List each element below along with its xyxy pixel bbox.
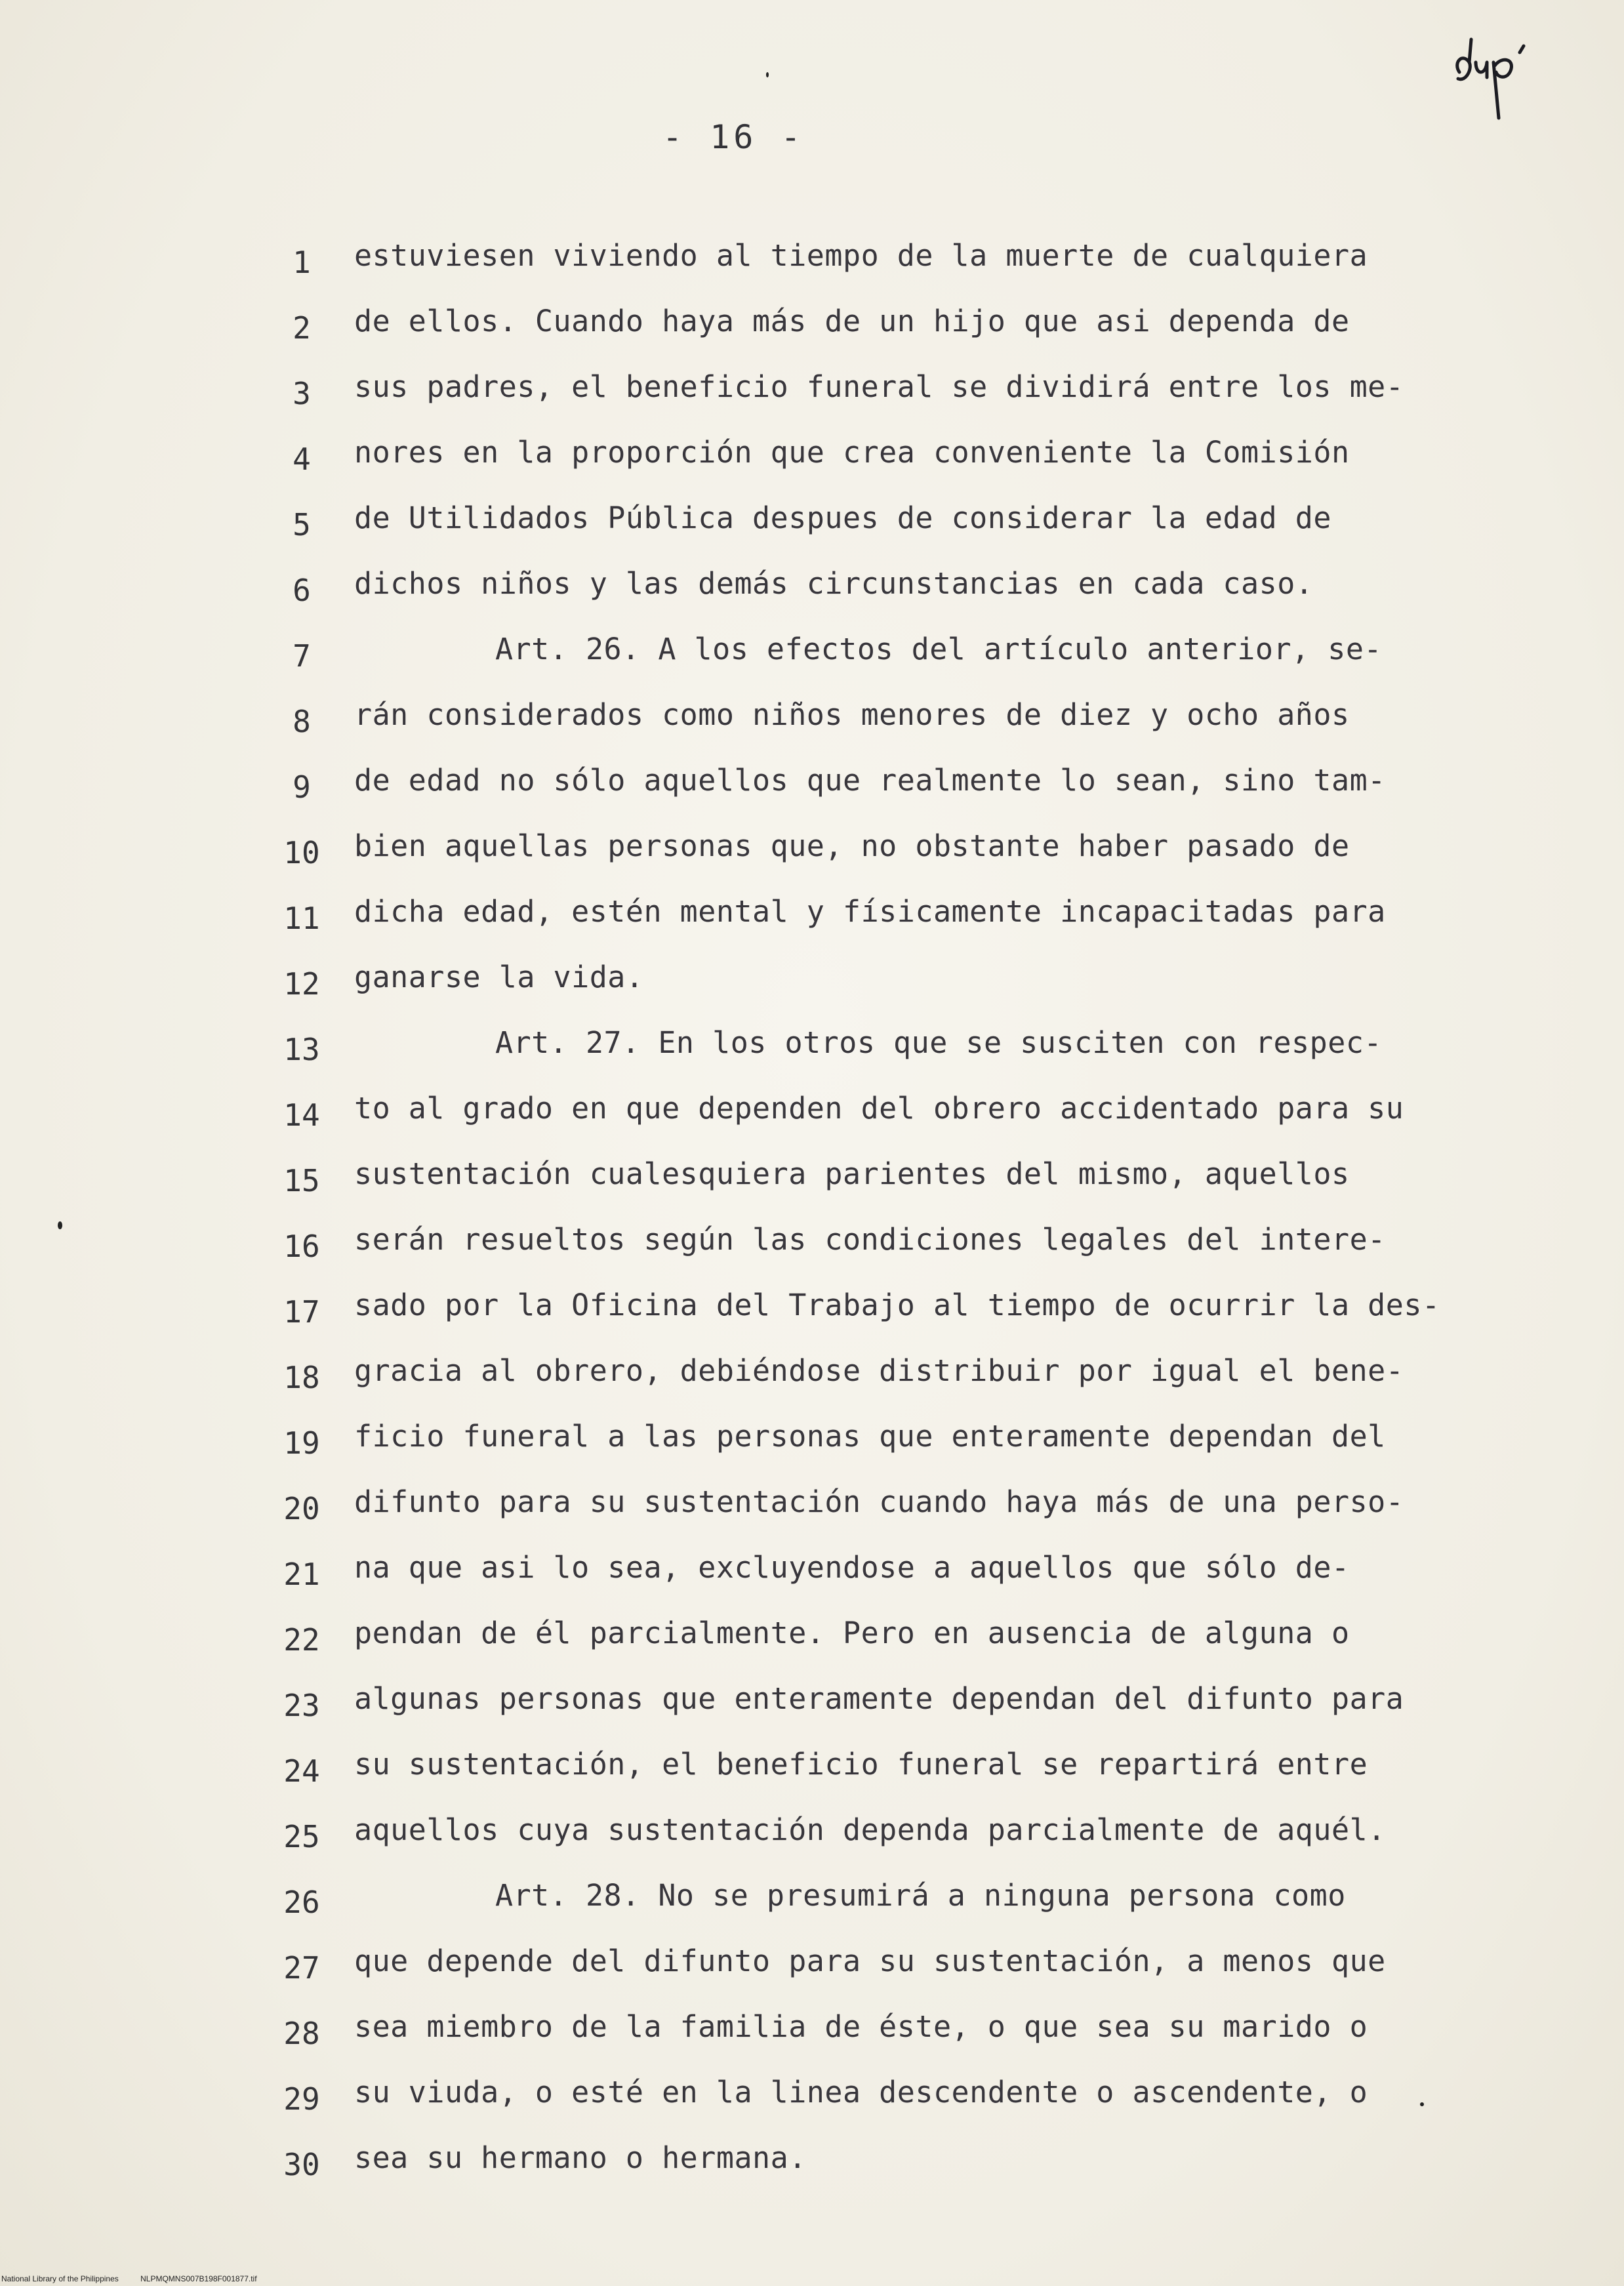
text-line: sea miembro de la familia de éste, o que sea su marido o [354, 2009, 1368, 2044]
text-line: que depende del difunto para su sustentación, a menos que [354, 1944, 1386, 1978]
text-line: gracia al obrero, debiéndose distribuir por igual el bene- [354, 1353, 1404, 1388]
line-number: 7 [293, 638, 311, 674]
footer-file-id: NLPMQMNS007B198F001877.tif [140, 2274, 257, 2283]
text-line: ganarse la vida. [354, 960, 644, 994]
footer-library: National Library of the Philippines [1, 2274, 119, 2283]
paper-speck [766, 72, 769, 77]
line-number: 20 [283, 1491, 320, 1526]
line-number: 16 [283, 1229, 320, 1264]
text-line: su viuda, o esté en la linea descendente o ascendente, o [354, 2075, 1368, 2110]
line-number: 2 [293, 310, 311, 346]
text-line: su sustentación, el beneficio funeral se repartirá entre [354, 1747, 1368, 1782]
page-number: - 16 - [662, 118, 805, 156]
line-number-column [262, 243, 341, 2211]
scan-footer [1, 2274, 277, 2283]
line-number: 28 [283, 2016, 320, 2051]
text-line: sus padres, el beneficio funeral se dividirá entre los me- [354, 369, 1404, 404]
text-line: serán resueltos según las condiciones legales del intere- [354, 1222, 1386, 1257]
line-number: 22 [283, 1622, 320, 1658]
line-number: 25 [283, 1819, 320, 1854]
line-number: 6 [293, 573, 311, 608]
text-line: pendan de él parcialmente. Pero en ausencia de alguna o [354, 1616, 1350, 1650]
line-number: 19 [283, 1425, 320, 1461]
article-26-heading-line: Art. 26. A los efectos del artículo anterior, se- [495, 632, 1383, 666]
line-number: 1 [293, 245, 311, 280]
line-number: 14 [283, 1097, 320, 1133]
text-line: nores en la proporción que crea conveniente la Comisión [354, 435, 1350, 470]
paper-speck [58, 1221, 62, 1229]
line-number: 5 [293, 507, 311, 542]
line-number: 8 [293, 704, 311, 739]
text-line: difunto para su sustentación cuando haya más de una perso- [354, 1484, 1404, 1519]
text-line: na que asi lo sea, excluyendose a aquellos que sólo de- [354, 1550, 1350, 1585]
line-number: 29 [283, 2081, 320, 2117]
line-number: 12 [283, 966, 320, 1002]
text-line: algunas personas que enteramente dependan del difunto para [354, 1681, 1404, 1716]
line-number: 4 [293, 441, 311, 477]
line-number: 24 [283, 1753, 320, 1789]
text-line: de Utilidados Pública despues de considerar la edad de [354, 500, 1331, 535]
text-line: dicha edad, estén mental y físicamente incapacitadas para [354, 894, 1386, 929]
typed-text-body [354, 236, 1440, 2204]
line-number: 17 [283, 1294, 320, 1330]
line-number: 11 [283, 901, 320, 936]
text-line: sado por la Oficina del Trabajo al tiempo de ocurrir la des- [354, 1288, 1440, 1322]
line-number: 30 [283, 2147, 320, 2182]
text-line: aquellos cuya sustentación dependa parcialmente de aquél. [354, 1812, 1386, 1847]
line-number: 23 [283, 1688, 320, 1723]
handwritten-annotation [1446, 26, 1545, 125]
text-line: ficio funeral a las personas que enteramente dependan del [354, 1419, 1386, 1454]
text-line: estuviesen viviendo al tiempo de la muerte de cualquiera [354, 238, 1368, 273]
line-number: 3 [293, 376, 311, 411]
line-number: 18 [283, 1360, 320, 1395]
article-27-heading-line: Art. 27. En los otros que se susciten con respec- [495, 1025, 1383, 1060]
text-line: de ellos. Cuando haya más de un hijo que asi dependa de [354, 304, 1350, 338]
text-line: sustentación cualesquiera parientes del mismo, aquellos [354, 1156, 1350, 1191]
text-line: sea su hermano o hermana. [354, 2140, 807, 2175]
line-number: 10 [283, 835, 320, 870]
text-line: bien aquellas personas que, no obstante haber pasado de [354, 828, 1350, 863]
line-number: 21 [283, 1557, 320, 1592]
line-number: 13 [283, 1032, 320, 1067]
line-number: 26 [283, 1885, 320, 1920]
line-number: 27 [283, 1950, 320, 1986]
text-line: to al grado en que dependen del obrero accidentado para su [354, 1091, 1404, 1126]
line-number: 9 [293, 769, 311, 805]
text-line: dichos niños y las demás circunstancias en cada caso. [354, 566, 1314, 601]
text-line: de edad no sólo aquellos que realmente lo sean, sino tam- [354, 763, 1386, 798]
text-line: rán considerados como niños menores de diez y ocho años [354, 697, 1350, 732]
line-number: 15 [283, 1163, 320, 1198]
article-28-heading-line: Art. 28. No se presumirá a ninguna persona como [495, 1878, 1346, 1913]
handwritten-dup-mark [1446, 26, 1545, 125]
paper-speck [1420, 2102, 1424, 2106]
